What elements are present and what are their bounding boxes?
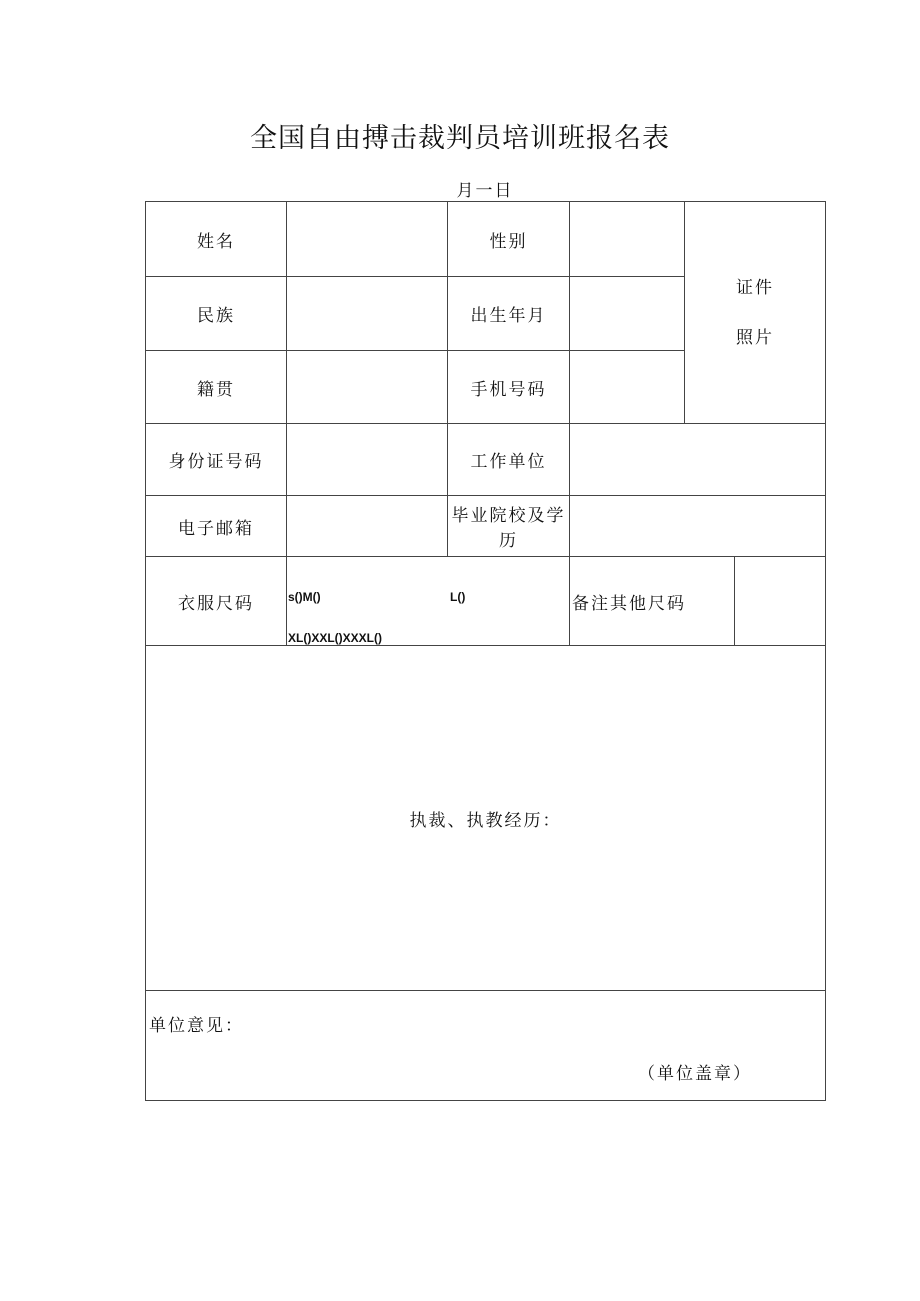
experience-label: 执裁、执教经历： <box>409 810 562 831</box>
table-row <box>146 646 826 991</box>
email-field[interactable] <box>287 496 448 557</box>
gender-label: 性别 <box>448 202 570 277</box>
unit-opinion-label: 单位意见： <box>149 1016 244 1036</box>
table-row <box>146 991 826 1101</box>
education-label: 毕业院校及学历 <box>448 496 570 557</box>
photo-label-line1: 证件 <box>736 277 774 298</box>
email-label: 电子邮箱 <box>146 496 287 557</box>
employer-label: 工作单位 <box>448 424 570 496</box>
ethnicity-label: 民族 <box>146 277 287 351</box>
table-row <box>146 424 826 496</box>
form-title: 全国自由搏击裁判员培训班报名表 <box>250 123 670 154</box>
size-options-l: L() <box>450 590 466 604</box>
photo-box[interactable] <box>685 202 826 424</box>
unit-opinion-box[interactable] <box>146 991 826 1101</box>
date-line: 月一日 <box>456 181 514 201</box>
education-field[interactable] <box>570 496 826 557</box>
gender-field[interactable] <box>570 202 685 277</box>
experience-box[interactable] <box>146 646 826 991</box>
id-number-label: 身份证号码 <box>146 424 287 496</box>
id-number-field[interactable] <box>287 424 448 496</box>
table-row <box>146 496 826 557</box>
name-field[interactable] <box>287 202 448 277</box>
birth-field[interactable] <box>570 277 685 351</box>
other-size-field[interactable] <box>735 557 826 646</box>
size-options-xl: XL()XXL()XXXL() <box>288 631 382 645</box>
size-options-s-m: s()M() <box>288 590 321 604</box>
ethnicity-field[interactable] <box>287 277 448 351</box>
clothing-size-label: 衣服尺码 <box>146 557 287 646</box>
other-size-label: 备注其他尺码 <box>570 557 735 646</box>
name-label: 姓名 <box>146 202 287 277</box>
photo-label-line2: 照片 <box>736 327 774 348</box>
native-place-field[interactable] <box>287 351 448 424</box>
unit-stamp-label: （单位盖章） <box>638 1064 752 1084</box>
native-place-label: 籍贯 <box>146 351 287 424</box>
phone-label: 手机号码 <box>448 351 570 424</box>
clothing-size-options[interactable] <box>287 557 570 646</box>
employer-field[interactable] <box>570 424 826 496</box>
registration-form-table <box>145 201 826 1101</box>
birth-label: 出生年月 <box>448 277 570 351</box>
table-row <box>146 557 826 646</box>
phone-field[interactable] <box>570 351 685 424</box>
table-row <box>146 202 826 277</box>
